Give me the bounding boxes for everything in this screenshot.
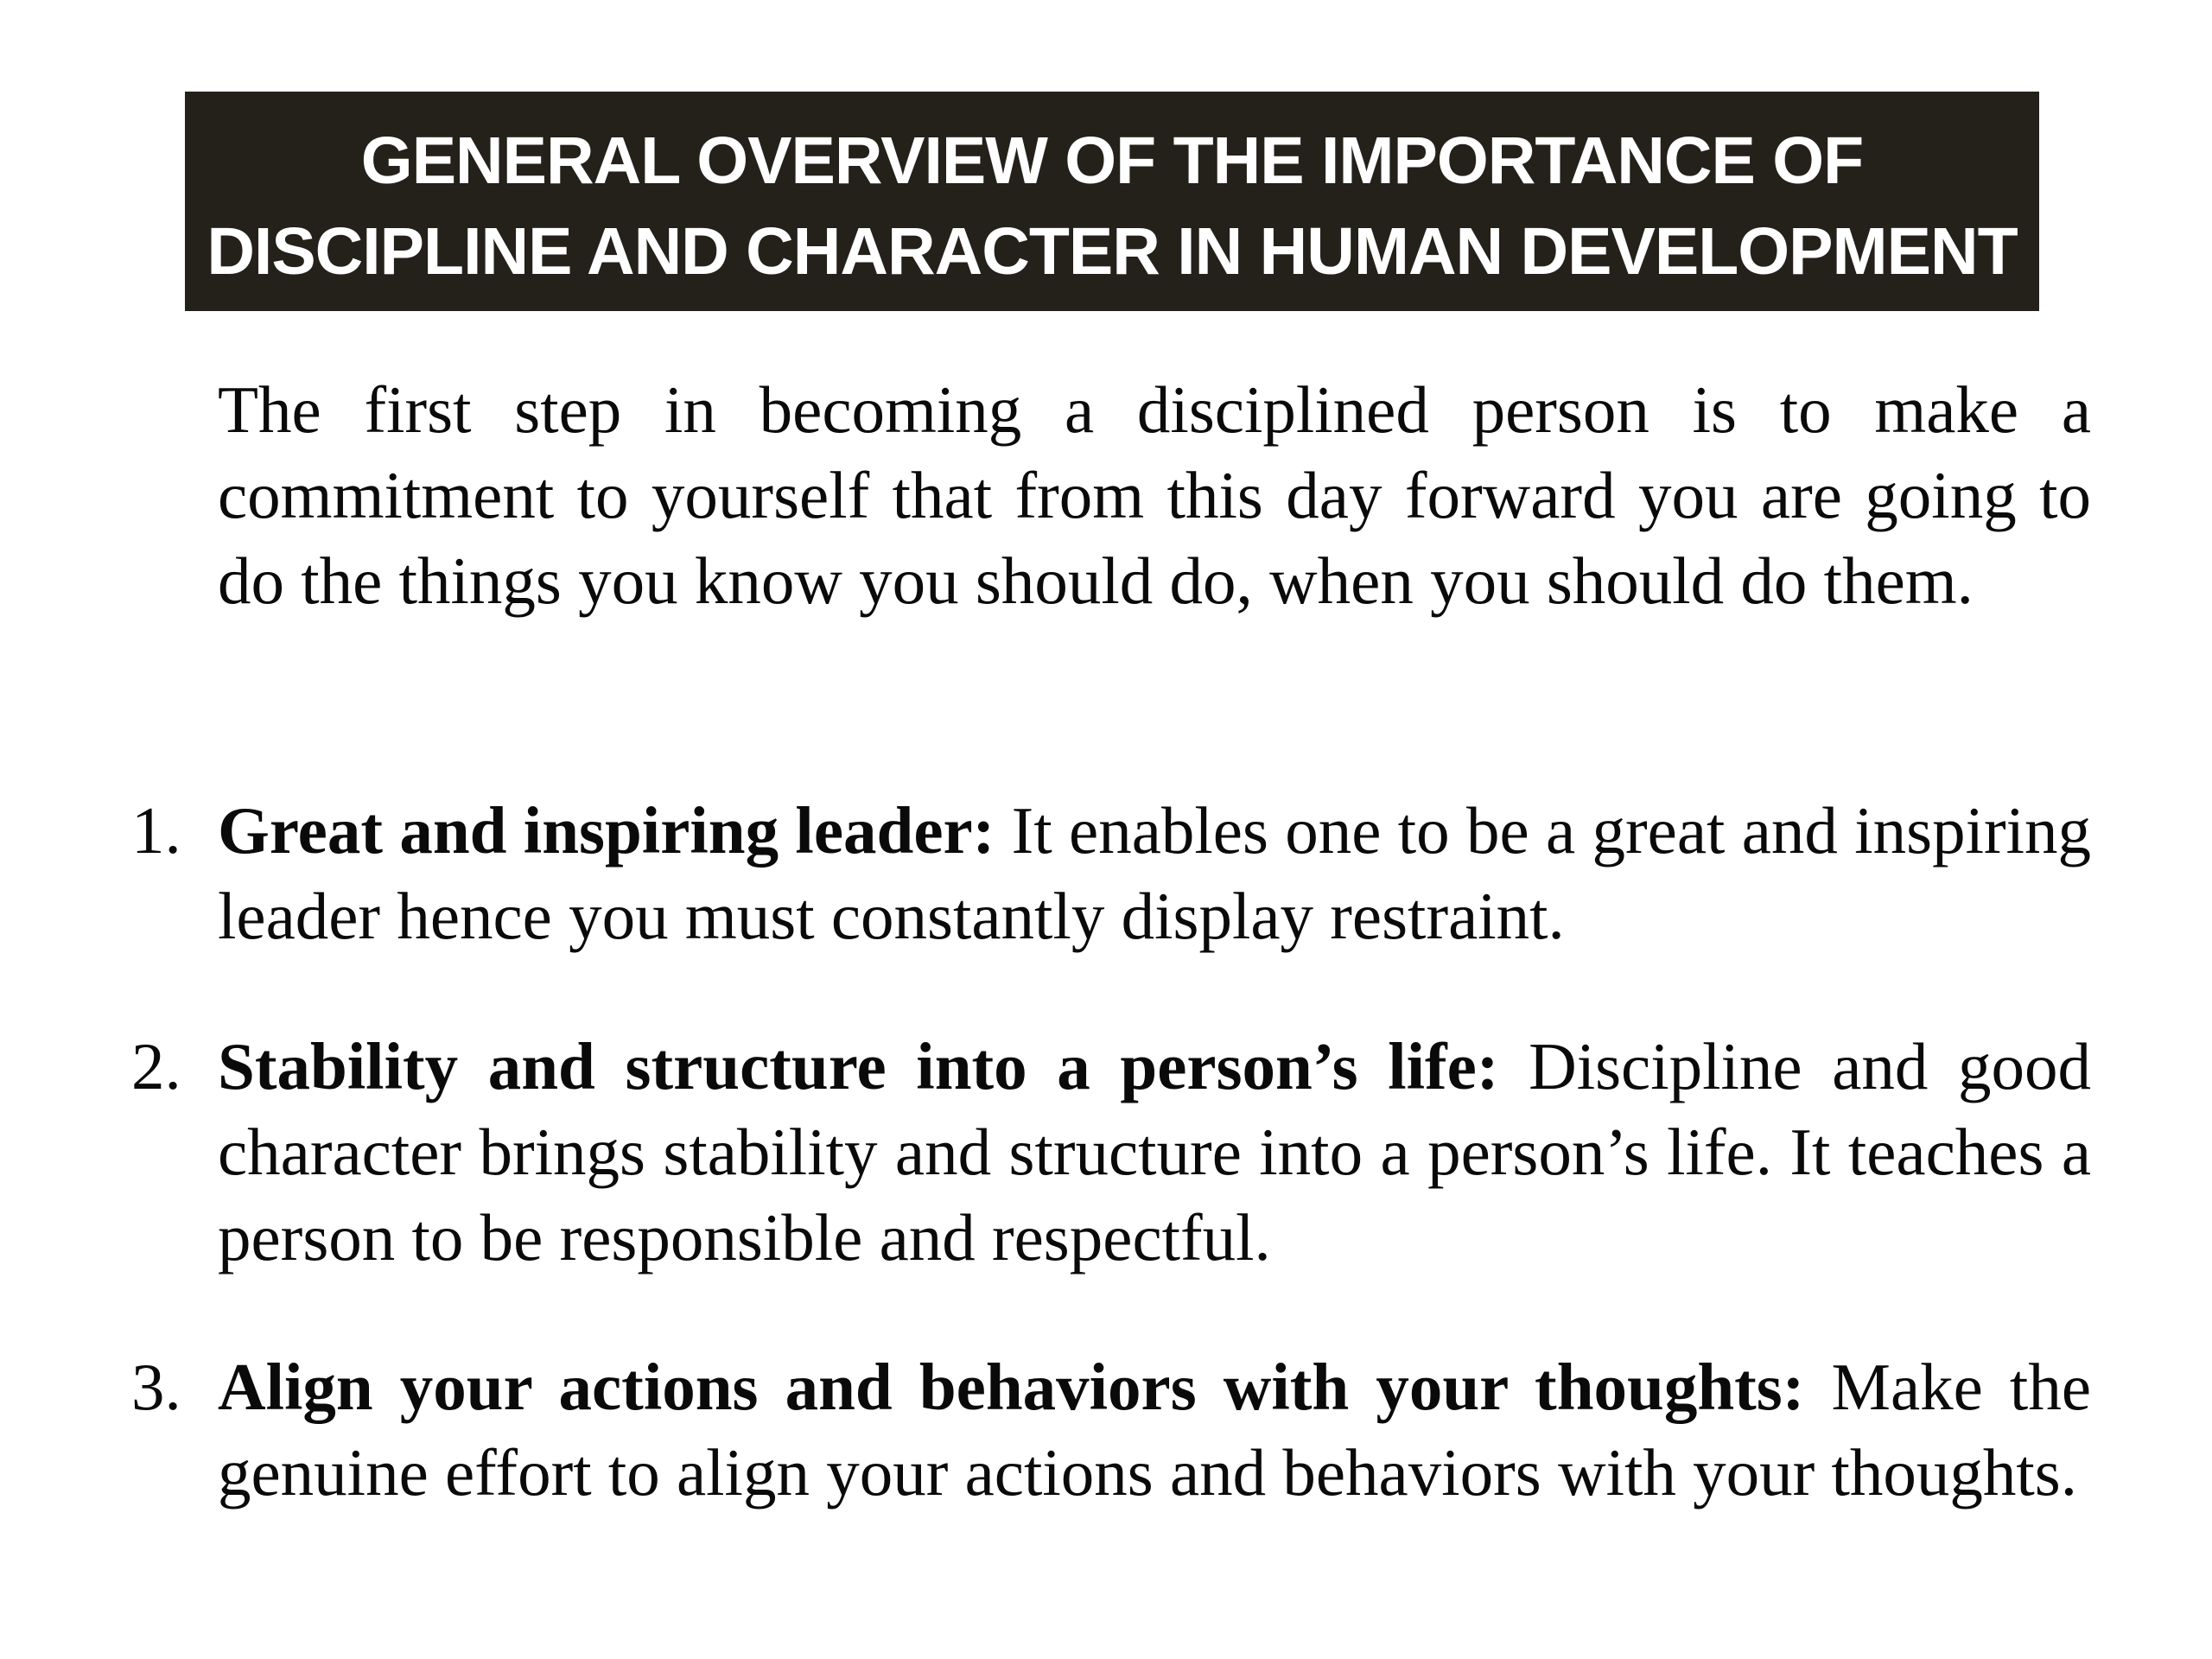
list-item-heading: Align your actions and behaviors with your thoughts: xyxy=(218,1350,1805,1424)
intro-paragraph: The first step in becoming a disciplined person is to make a commitment to yourself that from this day forward you are going to do the things you know you should do, when you should do them. xyxy=(218,372,2091,618)
list-item-heading: Stability and structure into a person’s life: xyxy=(218,1029,1499,1103)
list-item-text: Discipline and good character brings stability and structure into a person’s life. It teaches a person to be responsible and respectful. xyxy=(218,1029,2091,1274)
list-item-text: It enables one to be a great and inspiring leader hence you must constantly display restraint. xyxy=(218,793,2092,953)
list-item-heading: Great and inspiring leader: xyxy=(218,793,995,868)
list-item xyxy=(131,788,2092,959)
list-item-text: Make the genuine effort to align your actions and behaviors with your thoughts. xyxy=(218,1350,2091,1510)
title-banner xyxy=(185,92,2039,311)
list-item xyxy=(131,1024,2091,1281)
list-item xyxy=(131,1344,2091,1516)
list-item-number: 3. xyxy=(131,1350,181,1424)
list-item-number: 2. xyxy=(131,1029,181,1103)
title-line-1: GENERAL OVERVIEW OF THE IMPORTANCE OF xyxy=(360,124,1864,198)
list-item-number: 1. xyxy=(131,793,181,868)
title-line-2: DISCIPLINE AND CHARACTER IN HUMAN DEVELOPMENT xyxy=(207,214,2018,289)
